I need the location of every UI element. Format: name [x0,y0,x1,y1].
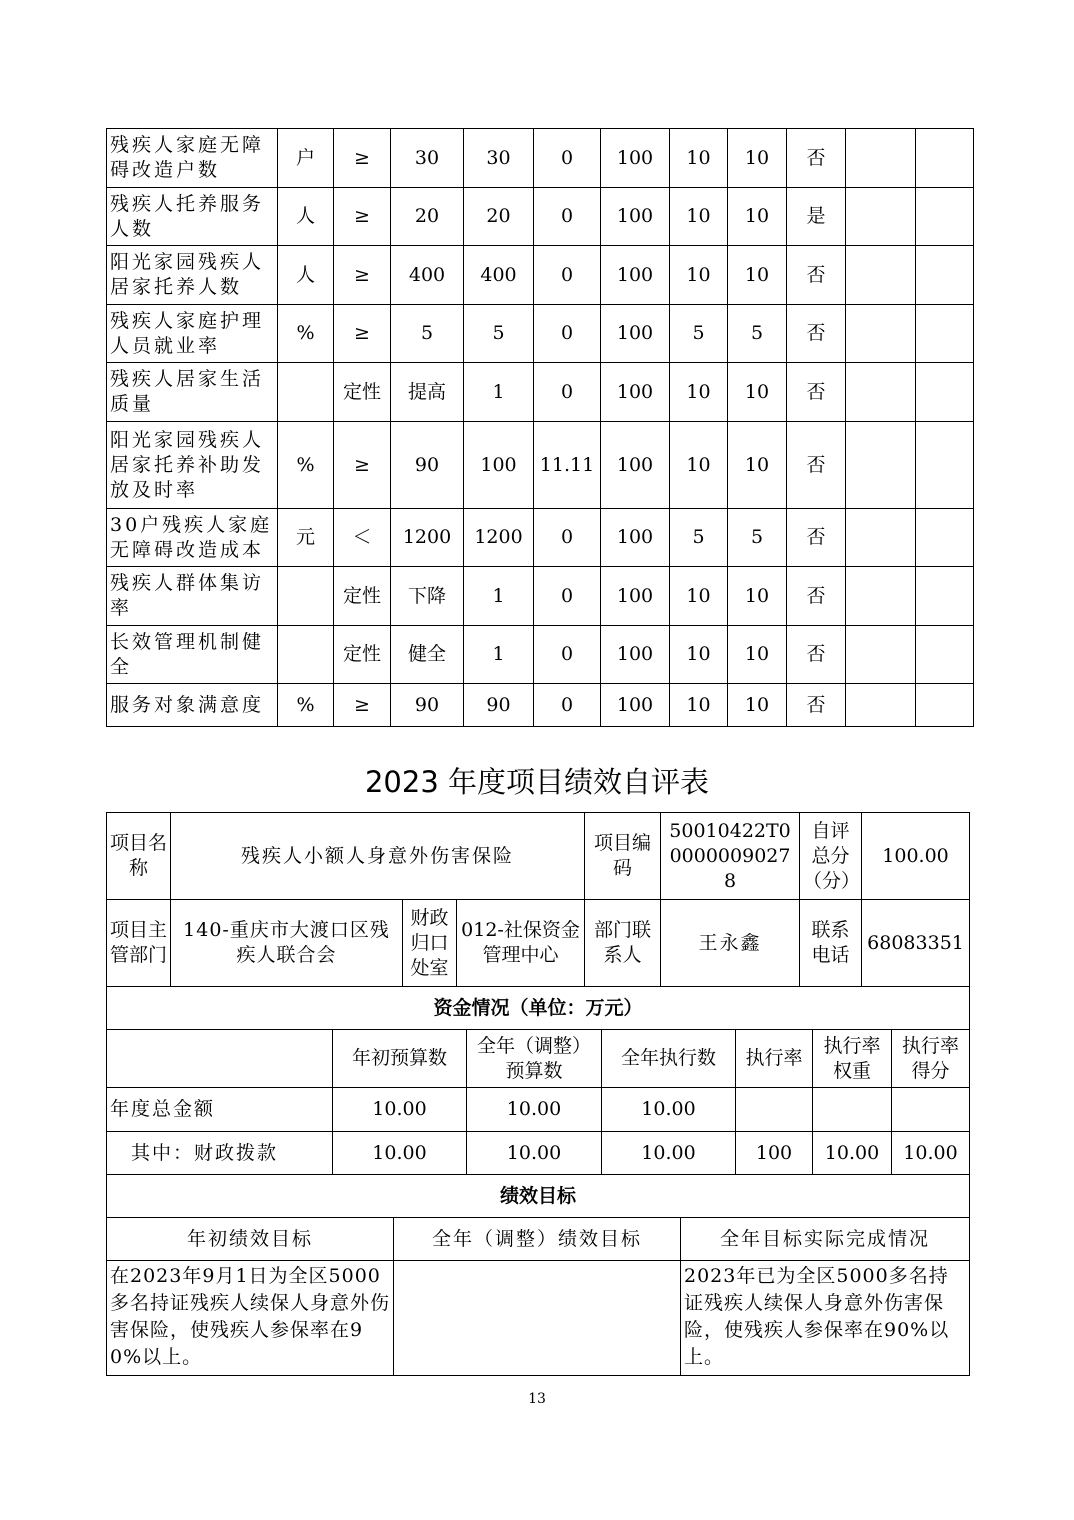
goal-adjusted-text [394,1261,681,1376]
indicator-score-b: 5 [728,305,787,363]
indicator-name: 阳光家园残疾人居家托养人数 [107,246,278,305]
goals-header-adjusted: 全年（调整）绩效目标 [394,1218,681,1261]
indicator-weight: 100 [601,305,670,363]
indicator-operator: ≥ [334,684,391,727]
contact-label: 部门联系人 [585,900,661,987]
indicator-actual: 1200 [464,509,534,567]
indicator-name: 阳光家园残疾人居家托养补助发放及时率 [107,422,278,509]
indicator-blank [916,422,974,509]
indicator-actual: 400 [464,246,534,305]
indicator-target: 5 [391,305,464,363]
indicator-unit: 户 [278,129,334,188]
indicator-blank [846,422,916,509]
indicator-blank [916,626,974,684]
indicator-table [106,128,974,727]
indicator-score-a: 5 [670,305,728,363]
indicator-target: 90 [391,422,464,509]
self-score-label: 自评总分（分） [800,813,862,900]
indicator-operator: ≥ [334,129,391,188]
indicator-unit: % [278,305,334,363]
funds-header-blank [107,1030,333,1088]
funds-score: 10.00 [892,1132,970,1175]
indicator-unit: % [278,684,334,727]
indicator-score-b: 10 [728,246,787,305]
indicator-target: 90 [391,684,464,727]
funds-row-label: 年度总金额 [107,1088,333,1132]
indicator-score-b: 10 [728,626,787,684]
funds-weight [813,1088,892,1132]
indicator-flag: 否 [787,626,846,684]
finance-office-label: 财政归口处室 [403,900,457,987]
indicator-operator: ≥ [334,305,391,363]
indicator-blank [846,129,916,188]
table-row [107,1088,970,1132]
indicator-deviation: 0 [534,129,601,188]
indicator-actual: 20 [464,188,534,246]
indicator-operator: ≥ [334,422,391,509]
project-code-label: 项目编码 [585,813,661,900]
indicator-name: 长效管理机制健全 [107,626,278,684]
indicator-score-a: 10 [670,188,728,246]
table-row [107,626,974,684]
indicator-blank [916,363,974,422]
finance-office: 012-社保资金管理中心 [457,900,585,987]
indicator-target: 提高 [391,363,464,422]
goals-header-initial: 年初绩效目标 [107,1218,394,1261]
funds-header-adjusted: 全年（调整）预算数 [467,1030,602,1088]
indicator-score-a: 10 [670,129,728,188]
indicator-unit: % [278,422,334,509]
indicator-name: 残疾人家庭护理人员就业率 [107,305,278,363]
indicator-deviation: 0 [534,305,601,363]
funds-adjusted: 10.00 [467,1088,602,1132]
table-row [107,1030,970,1088]
table-row [107,813,970,900]
indicator-actual: 1 [464,567,534,626]
indicator-operator: 定性 [334,626,391,684]
indicator-operator: ≥ [334,188,391,246]
indicator-actual: 100 [464,422,534,509]
phone-number: 68083351 [862,900,970,987]
table-row [107,246,974,305]
funds-header-initial: 年初预算数 [333,1030,467,1088]
indicator-score-a: 10 [670,422,728,509]
project-code: 50010422T000000090278 [661,813,800,900]
funds-executed: 10.00 [602,1132,736,1175]
indicator-target: 400 [391,246,464,305]
indicator-score-b: 10 [728,188,787,246]
funds-weight: 10.00 [813,1132,892,1175]
indicator-flag: 是 [787,188,846,246]
table-row [107,987,970,1030]
indicator-blank [846,509,916,567]
indicator-deviation: 0 [534,626,601,684]
goals-section-title: 绩效目标 [107,1175,970,1218]
self-score: 100.00 [862,813,970,900]
indicator-flag: 否 [787,509,846,567]
funds-rate: 100 [736,1132,813,1175]
funds-header-weight: 执行率权重 [813,1030,892,1088]
indicator-blank [846,363,916,422]
indicator-actual: 90 [464,684,534,727]
funds-initial: 10.00 [333,1088,467,1132]
indicator-blank [846,305,916,363]
table-row [107,422,974,509]
indicator-actual: 30 [464,129,534,188]
funds-header-rate: 执行率 [736,1030,813,1088]
project-info-table [106,812,970,987]
goal-actual-text: 2023年已为全区5000多名持证残疾人续保人身意外伤害保险，使残疾人参保率在90%以上。 [681,1261,970,1376]
indicator-weight: 100 [601,129,670,188]
indicator-score-b: 10 [728,363,787,422]
funds-row-label: 其中：财政拨款 [107,1132,333,1175]
phone-label: 联系电话 [800,900,862,987]
indicator-flag: 否 [787,246,846,305]
indicator-unit [278,567,334,626]
indicator-deviation: 0 [534,188,601,246]
funds-header-score: 执行率得分 [892,1030,970,1088]
indicator-name: 30户残疾人家庭无障碍改造成本 [107,509,278,567]
indicator-flag: 否 [787,567,846,626]
indicator-operator: ＜ [334,509,391,567]
indicator-blank [846,684,916,727]
table-row [107,129,974,188]
indicator-unit: 人 [278,188,334,246]
indicator-score-a: 5 [670,509,728,567]
contact-person: 王永鑫 [661,900,800,987]
table-row [107,1175,970,1218]
indicator-weight: 100 [601,246,670,305]
funds-section-title: 资金情况（单位：万元） [107,987,970,1030]
indicator-target: 下降 [391,567,464,626]
indicator-blank [846,188,916,246]
table-row [107,305,974,363]
indicator-target: 1200 [391,509,464,567]
indicator-name: 残疾人家庭无障碍改造户数 [107,129,278,188]
indicator-blank [846,567,916,626]
funds-table [106,986,970,1175]
indicator-unit: 人 [278,246,334,305]
page-number: 13 [528,1391,546,1407]
indicator-weight: 100 [601,684,670,727]
indicator-blank [916,129,974,188]
table-row [107,1132,970,1175]
indicator-unit: 元 [278,509,334,567]
indicator-weight: 100 [601,567,670,626]
indicator-score-a: 10 [670,246,728,305]
dept-value: 140-重庆市大渡口区残疾人联合会 [171,900,403,987]
indicator-operator: ≥ [334,246,391,305]
funds-initial: 10.00 [333,1132,467,1175]
table-row [107,188,974,246]
indicator-weight: 100 [601,626,670,684]
indicator-deviation: 0 [534,246,601,305]
indicator-score-b: 10 [728,129,787,188]
indicator-name: 残疾人托养服务人数 [107,188,278,246]
dept-label: 项目主管部门 [107,900,171,987]
indicator-flag: 否 [787,684,846,727]
indicator-weight: 100 [601,509,670,567]
table-row [107,509,974,567]
indicator-blank [916,567,974,626]
indicator-blank [916,188,974,246]
indicator-score-b: 10 [728,684,787,727]
indicator-blank [916,684,974,727]
indicator-score-b: 10 [728,567,787,626]
table-row [107,900,970,987]
indicator-flag: 否 [787,305,846,363]
indicator-flag: 否 [787,129,846,188]
indicator-name: 服务对象满意度 [107,684,278,727]
indicator-unit [278,626,334,684]
indicator-score-a: 10 [670,684,728,727]
indicator-flag: 否 [787,422,846,509]
indicator-actual: 1 [464,363,534,422]
table-row [107,1218,970,1261]
indicator-target: 20 [391,188,464,246]
indicator-score-a: 10 [670,567,728,626]
goals-table [106,1174,970,1376]
funds-header-executed: 全年执行数 [602,1030,736,1088]
indicator-name: 残疾人居家生活质量 [107,363,278,422]
indicator-operator: 定性 [334,363,391,422]
indicator-score-a: 10 [670,363,728,422]
indicator-target: 健全 [391,626,464,684]
table-row [107,363,974,422]
indicator-flag: 否 [787,363,846,422]
indicator-score-b: 10 [728,422,787,509]
indicator-deviation: 0 [534,684,601,727]
indicator-unit [278,363,334,422]
indicator-weight: 100 [601,363,670,422]
indicator-operator: 定性 [334,567,391,626]
table-row [107,684,974,727]
table-row [107,1261,970,1376]
indicator-actual: 5 [464,305,534,363]
indicator-deviation: 0 [534,567,601,626]
indicator-actual: 1 [464,626,534,684]
indicator-blank [916,246,974,305]
funds-score [892,1088,970,1132]
funds-rate [736,1088,813,1132]
indicator-deviation: 0 [534,363,601,422]
page-title: 2023 年度项目绩效自评表 [364,765,710,799]
indicator-blank [846,246,916,305]
indicator-target: 30 [391,129,464,188]
project-name-label: 项目名称 [107,813,171,900]
goals-header-actual: 全年目标实际完成情况 [681,1218,970,1261]
indicator-blank [916,305,974,363]
indicator-blank [846,626,916,684]
indicator-score-b: 5 [728,509,787,567]
indicator-score-a: 10 [670,626,728,684]
indicator-blank [916,509,974,567]
indicator-weight: 100 [601,188,670,246]
indicator-deviation: 11.11 [534,422,601,509]
indicator-weight: 100 [601,422,670,509]
funds-adjusted: 10.00 [467,1132,602,1175]
goal-initial-text: 在2023年9月1日为全区5000多名持证残疾人续保人身意外伤害保险，使残疾人参保率在90%以上。 [107,1261,394,1376]
project-name: 残疾人小额人身意外伤害保险 [171,813,585,900]
table-row [107,567,974,626]
indicator-name: 残疾人群体集访率 [107,567,278,626]
indicator-deviation: 0 [534,509,601,567]
funds-executed: 10.00 [602,1088,736,1132]
